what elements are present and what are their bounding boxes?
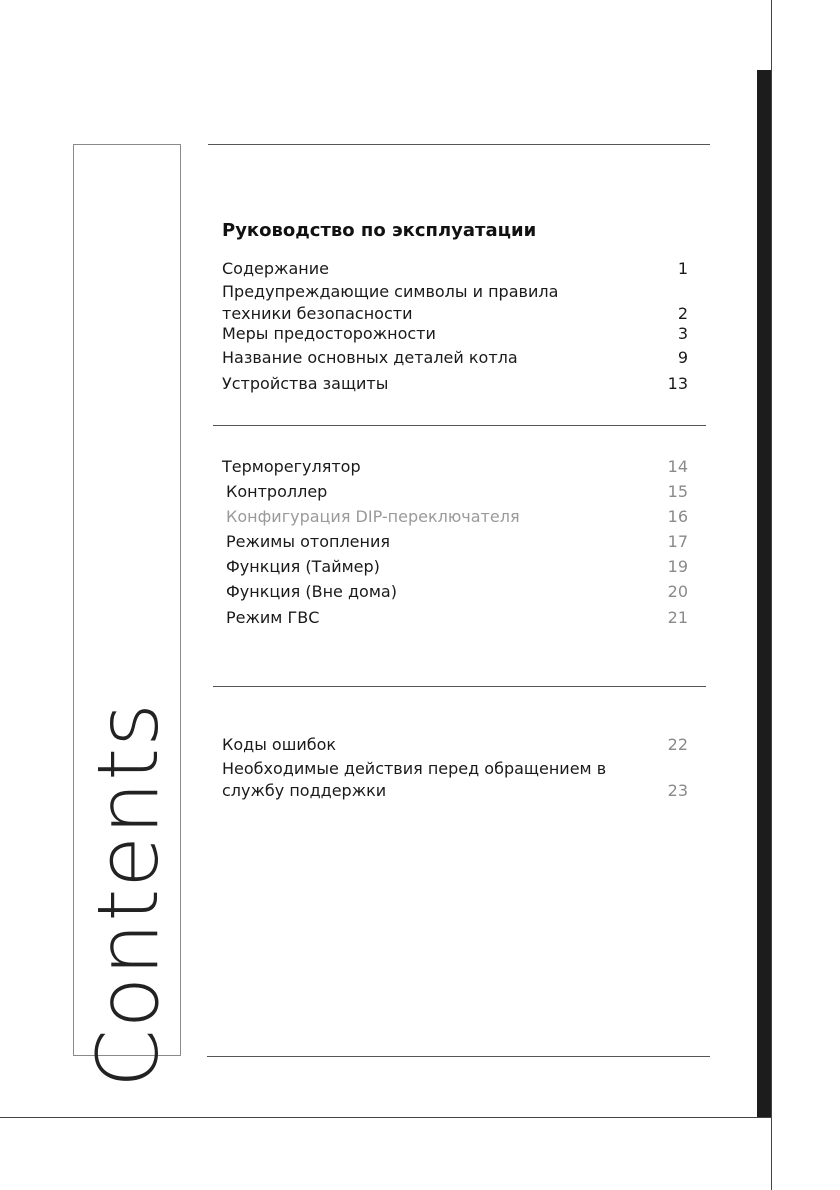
toc-entry-text: Устройства защиты: [222, 374, 389, 393]
toc-entry[interactable]: [222, 347, 688, 369]
toc-entry-text: Режим ГВС: [226, 608, 320, 627]
toc-entry-text: Контроллер: [226, 482, 328, 501]
toc-entry[interactable]: [222, 258, 688, 280]
toc-entry-text: Функция (Таймер): [226, 557, 380, 576]
toc-entry-page: 15: [667, 482, 688, 501]
divider-section-3: [213, 686, 706, 687]
toc-entry-page: 2: [677, 304, 688, 323]
toc-entry[interactable]: [222, 373, 688, 395]
toc-entry-page: 21: [667, 608, 688, 627]
toc-entry[interactable]: [222, 734, 688, 756]
toc-entry[interactable]: [226, 506, 688, 528]
toc-entry-page: 9: [677, 348, 688, 367]
toc-entry-text: Предупреждающие символы и правила техники безопасности: [222, 282, 559, 323]
toc-entry-page: 20: [667, 582, 688, 601]
toc-entry-text: Терморегулятор: [222, 457, 361, 476]
page-edge-line: [771, 0, 772, 1190]
toc-entry-text: Режимы отопления: [226, 532, 391, 551]
toc-entry-text: Коды ошибок: [222, 735, 337, 754]
toc-entry[interactable]: [222, 456, 688, 478]
divider-section-2: [213, 425, 706, 426]
toc-entry[interactable]: [222, 323, 688, 345]
toc-entry-text: Название основных деталей котла: [222, 348, 518, 367]
divider-top: [208, 144, 710, 145]
toc-entry-text: Содержание: [222, 259, 329, 278]
toc-entry-page: 17: [667, 532, 688, 551]
toc-entry[interactable]: [226, 481, 688, 503]
toc-entry-page: 23: [667, 781, 688, 800]
page-bottom-line: [0, 1117, 771, 1118]
toc-entry-page: 13: [667, 374, 688, 393]
toc-entry-page: 22: [667, 735, 688, 754]
contents-heading: Contents: [79, 702, 177, 1088]
toc-entry[interactable]: [222, 281, 688, 325]
page-edge-tab: [757, 70, 771, 1118]
toc-entry-page: 1: [677, 259, 688, 278]
toc-entry[interactable]: [226, 556, 688, 578]
toc-entry-text: Меры предосторожности: [222, 324, 436, 343]
toc-entry-text: Необходимые действия перед обращением в службу поддержки: [222, 759, 607, 800]
toc-entry[interactable]: [226, 607, 688, 629]
toc-entry-text: Конфигурация DIP-переключателя: [226, 507, 520, 526]
toc-entry[interactable]: [226, 581, 688, 603]
toc-entry-page: 3: [677, 324, 688, 343]
toc-entry[interactable]: [226, 531, 688, 553]
toc-entry-text: Функция (Вне дома): [226, 582, 397, 601]
toc-entry-page: 16: [667, 507, 688, 526]
toc-entry-page: 14: [667, 457, 688, 476]
toc-entry[interactable]: [222, 758, 688, 802]
divider-bottom: [207, 1056, 710, 1057]
toc-entry-page: 19: [667, 557, 688, 576]
section-title-manual: Руководство по эксплуатации: [222, 220, 537, 241]
